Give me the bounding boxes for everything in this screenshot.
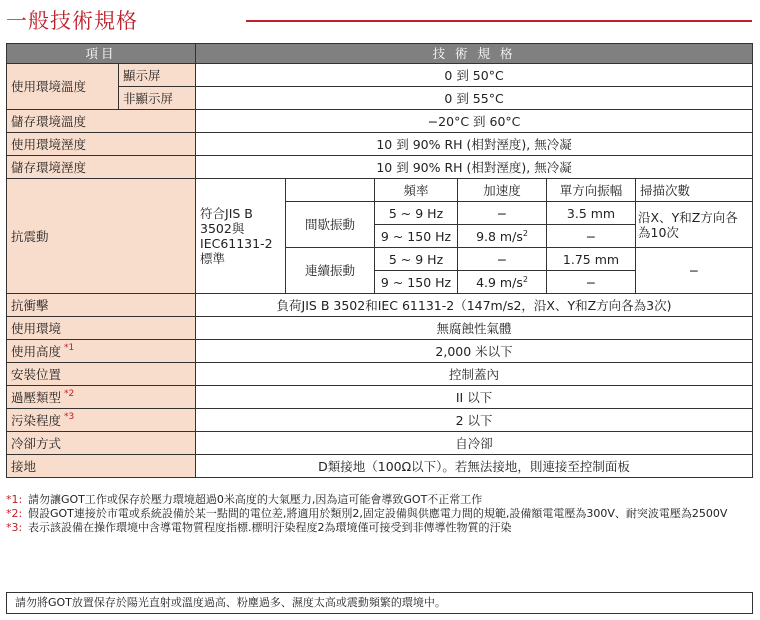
sweep-intermittent: 沿X、Y和Z方向各為10次	[636, 202, 753, 248]
intermittent-label: 間歇振動	[286, 202, 375, 248]
table-row	[7, 386, 753, 409]
shock-label: 抗衝擊	[7, 294, 196, 317]
table-row	[7, 87, 753, 110]
footnote	[6, 493, 752, 506]
environment-label: 使用環境	[7, 317, 196, 340]
vib-accel-cell	[458, 271, 547, 294]
table-row	[7, 432, 753, 455]
op-humidity-label: 使用環境溼度	[7, 133, 196, 156]
op-humidity-value: 10 到 90% RH (相對溼度), 無冷凝	[196, 133, 753, 156]
table-row	[7, 455, 753, 478]
page-title: 一般技術規格	[6, 9, 138, 33]
warning-box: 請勿將GOT放置保存於陽光直射或溫度過高、粉塵過多、濕度太高或震動頻繁的環境中。	[6, 592, 753, 614]
vibration-header-blank	[286, 179, 375, 202]
cooling-label: 冷卻方式	[7, 432, 196, 455]
accel-exponent: 2	[522, 228, 528, 238]
display-on-label: 顯示屏	[119, 64, 196, 87]
overvoltage-value: II 以下	[196, 386, 753, 409]
continuous-label: 連續振動	[286, 248, 375, 294]
table-row	[7, 133, 753, 156]
cooling-value: 自冷卻	[196, 432, 753, 455]
display-off-value: 0 到 55°C	[196, 87, 753, 110]
pollution-label-cell	[7, 409, 196, 432]
storage-temp-label: 儲存環境溫度	[7, 110, 196, 133]
sweep-continuous: −	[636, 248, 753, 294]
op-temp-label: 使用環境溫度	[7, 64, 119, 110]
table-row	[7, 110, 753, 133]
grounding-value: D類接地（100Ω以下）。若無法接地，則連接至控制面板	[196, 455, 753, 478]
location-value: 控制蓋內	[196, 363, 753, 386]
spec-table	[6, 43, 753, 478]
table-row	[7, 340, 753, 363]
table-header-row	[7, 44, 753, 64]
storage-humidity-label: 儲存環境溼度	[7, 156, 196, 179]
location-label: 安裝位置	[7, 363, 196, 386]
footnote	[6, 507, 752, 520]
footnote-mark: *2:	[6, 507, 23, 520]
footnote	[6, 521, 752, 534]
overvoltage-label: 過壓類型	[11, 389, 62, 405]
vib-freq-cell: 9 ~ 150 Hz	[375, 271, 458, 294]
storage-temp-value: −20°C 到 60°C	[196, 110, 753, 133]
pollution-label: 污染程度	[11, 412, 62, 428]
vib-amp-cell: 1.75 mm	[547, 248, 636, 271]
vibration-freq-header: 頻率	[375, 179, 458, 202]
footnote-text: 表示該設備在操作環境中含導電物質程度指標.標明汙染程度2為環境僅可接受到非傳導性物質的汙染	[28, 521, 512, 534]
footnote-marker: *3	[64, 412, 75, 423]
title-rule	[246, 20, 752, 22]
vib-amp-cell: 3.5 mm	[547, 202, 636, 225]
vibration-standard: 符合JIS B 3502與 IEC61131-2 標準	[196, 179, 286, 294]
header-spec: 技 術 規 格	[196, 44, 753, 64]
footnote-marker: *1	[64, 343, 75, 354]
storage-humidity-value: 10 到 90% RH (相對溼度), 無冷凝	[196, 156, 753, 179]
vib-accel-cell	[458, 225, 547, 248]
header-item: 項目	[7, 44, 196, 64]
footnote-mark: *1:	[6, 493, 23, 506]
altitude-value: 2,000 米以下	[196, 340, 753, 363]
altitude-label: 使用高度	[11, 343, 62, 359]
overvoltage-label-cell	[7, 386, 196, 409]
vib-freq-cell: 9 ~ 150 Hz	[375, 225, 458, 248]
vibration-accel-header: 加速度	[458, 179, 547, 202]
vibration-amp-header: 單方向振幅	[547, 179, 636, 202]
table-row	[7, 156, 753, 179]
footnote-marker: *2	[64, 389, 75, 400]
footnotes	[6, 493, 752, 535]
vib-accel-cell: −	[458, 202, 547, 225]
table-row	[7, 409, 753, 432]
footnote-mark: *3:	[6, 521, 23, 534]
altitude-label-cell	[7, 340, 196, 363]
footnote-text: 假設GOT連接於市電或系統設備於某一點間的電位差,將適用於類別2,固定設備與供應電力間的規範,設備額電電壓為300V、耐突波電壓為2500V	[28, 507, 728, 520]
table-row	[7, 294, 753, 317]
vib-accel-text: 9.8 m/s	[476, 228, 523, 244]
vibration-header-row	[7, 179, 753, 202]
shock-value: 負荷JIS B 3502和IEC 61131-2（147m/s2，沿X、Y和Z方向各為3次)	[196, 294, 753, 317]
grounding-label: 接地	[7, 455, 196, 478]
vib-amp-cell: −	[547, 225, 636, 248]
vib-freq-cell: 5 ~ 9 Hz	[375, 248, 458, 271]
display-off-label: 非顯示屏	[119, 87, 196, 110]
vib-freq-cell: 5 ~ 9 Hz	[375, 202, 458, 225]
table-row	[7, 64, 753, 87]
environment-value: 無腐蝕性氣體	[196, 317, 753, 340]
vib-amp-cell: −	[547, 271, 636, 294]
table-row	[7, 317, 753, 340]
pollution-value: 2 以下	[196, 409, 753, 432]
table-row	[7, 363, 753, 386]
vib-accel-cell: −	[458, 248, 547, 271]
accel-exponent: 2	[522, 274, 528, 284]
display-on-value: 0 到 50°C	[196, 64, 753, 87]
vibration-sweep-header: 掃描次數	[636, 179, 753, 202]
vibration-label: 抗震動	[7, 179, 196, 294]
footnote-text: 請勿讓GOT工作或保存於壓力環境超過0米高度的大氣壓力,因為這可能會導致GOT不正常工作	[28, 493, 483, 506]
vib-accel-text: 4.9 m/s	[476, 274, 523, 290]
